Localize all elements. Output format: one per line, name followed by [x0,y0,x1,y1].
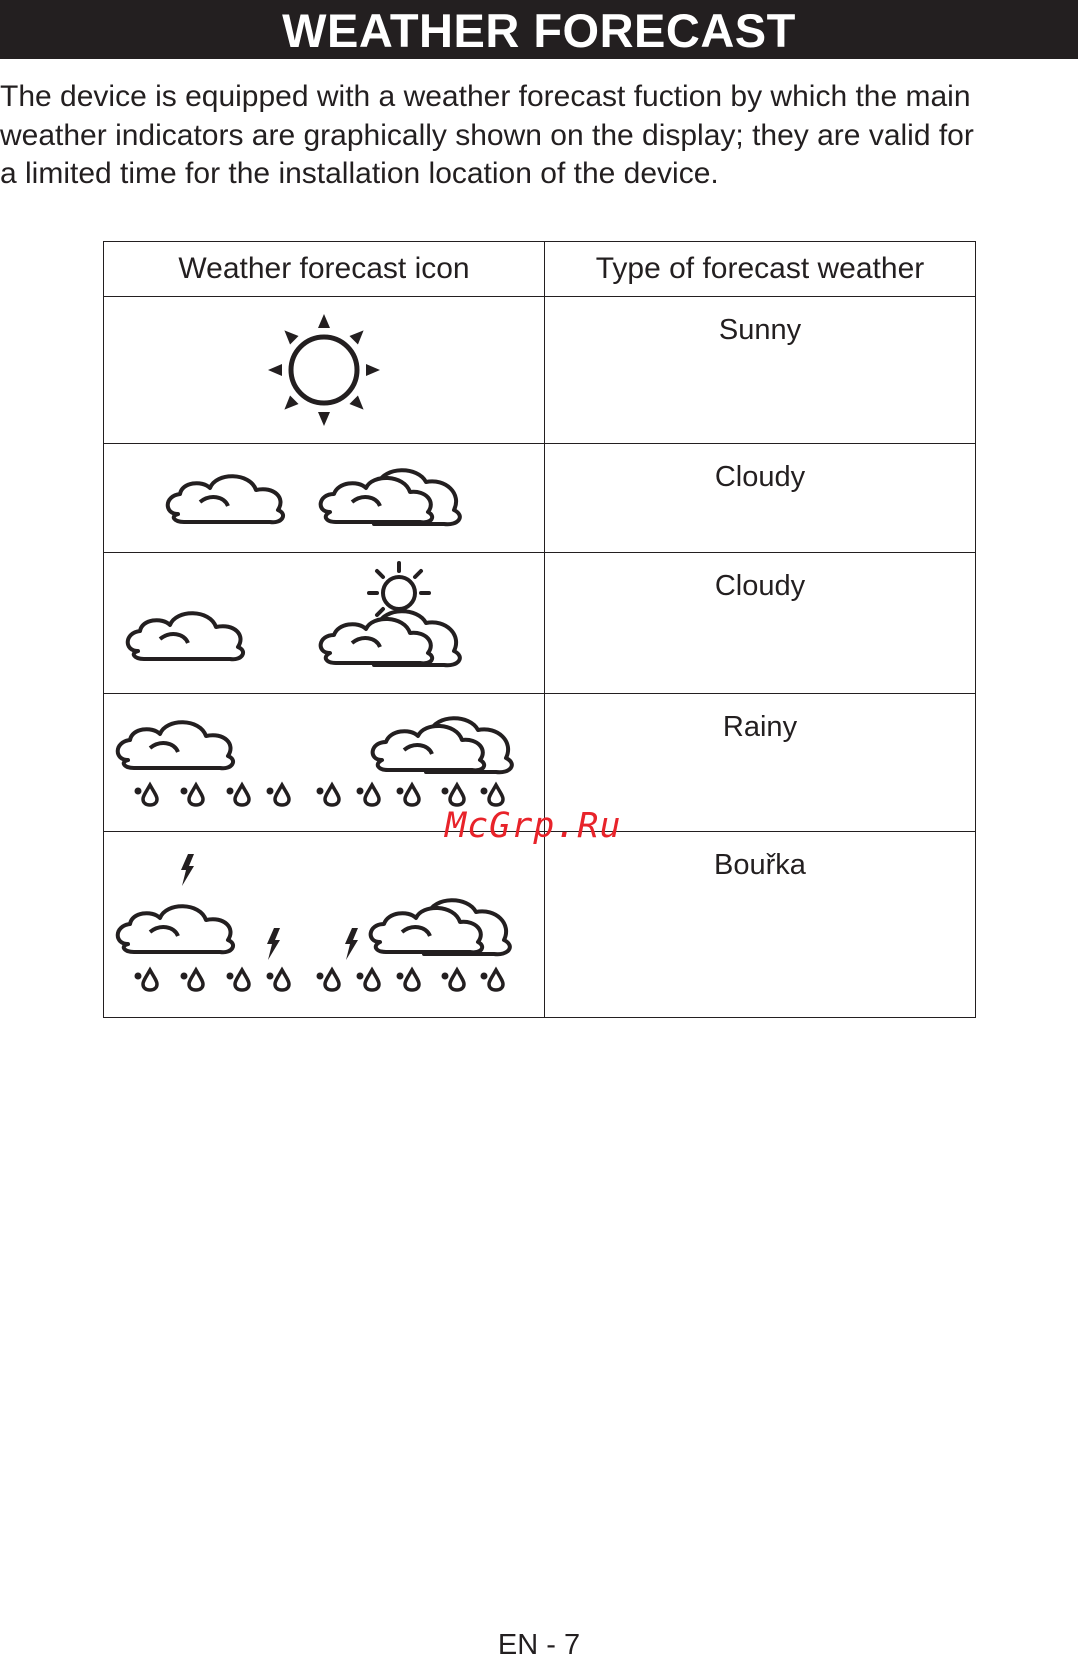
intro-line: weather indicators are graphically shown on the display; they are valid for [0,118,974,152]
type-cell [545,444,976,553]
cloud-icons [104,444,544,552]
forecast-table [103,241,976,1018]
type-cell [545,832,976,1018]
table-row [104,832,976,1018]
page-title: WEATHER FORECAST [0,0,1078,59]
sun-icon [104,297,544,443]
type-label: Rainy [722,711,798,743]
type-cell [545,297,976,444]
intro-line: The device is equipped with a weather forecast fuction by which the main [0,80,971,113]
type-label: Bouřka [714,849,806,881]
cloud-sun-icons-cell [104,553,545,694]
sun-icon-cell [104,297,545,444]
table-header-row [104,242,976,297]
table-row [104,444,976,553]
column-header-icon: Weather forecast icon [104,242,545,297]
cloud-icons-cell [104,444,545,553]
cloud-sun-icons [104,553,544,693]
type-label: Cloudy [714,570,806,602]
page-number: EN - 7 [497,1629,581,1661]
storm-cloud-icons-cell [104,832,545,1018]
type-label: Sunny [718,314,802,346]
intro-paragraph [0,78,1078,194]
watermark: McGrp.Ru [445,806,622,846]
table-row [104,553,976,694]
table-row [104,297,976,444]
column-header-type: Type of forecast weather [545,242,976,297]
storm-cloud-icons [104,832,544,1017]
type-label: Cloudy [714,461,806,493]
intro-line: a limited time for the installation location of the device. [0,157,719,190]
type-cell [545,553,976,694]
